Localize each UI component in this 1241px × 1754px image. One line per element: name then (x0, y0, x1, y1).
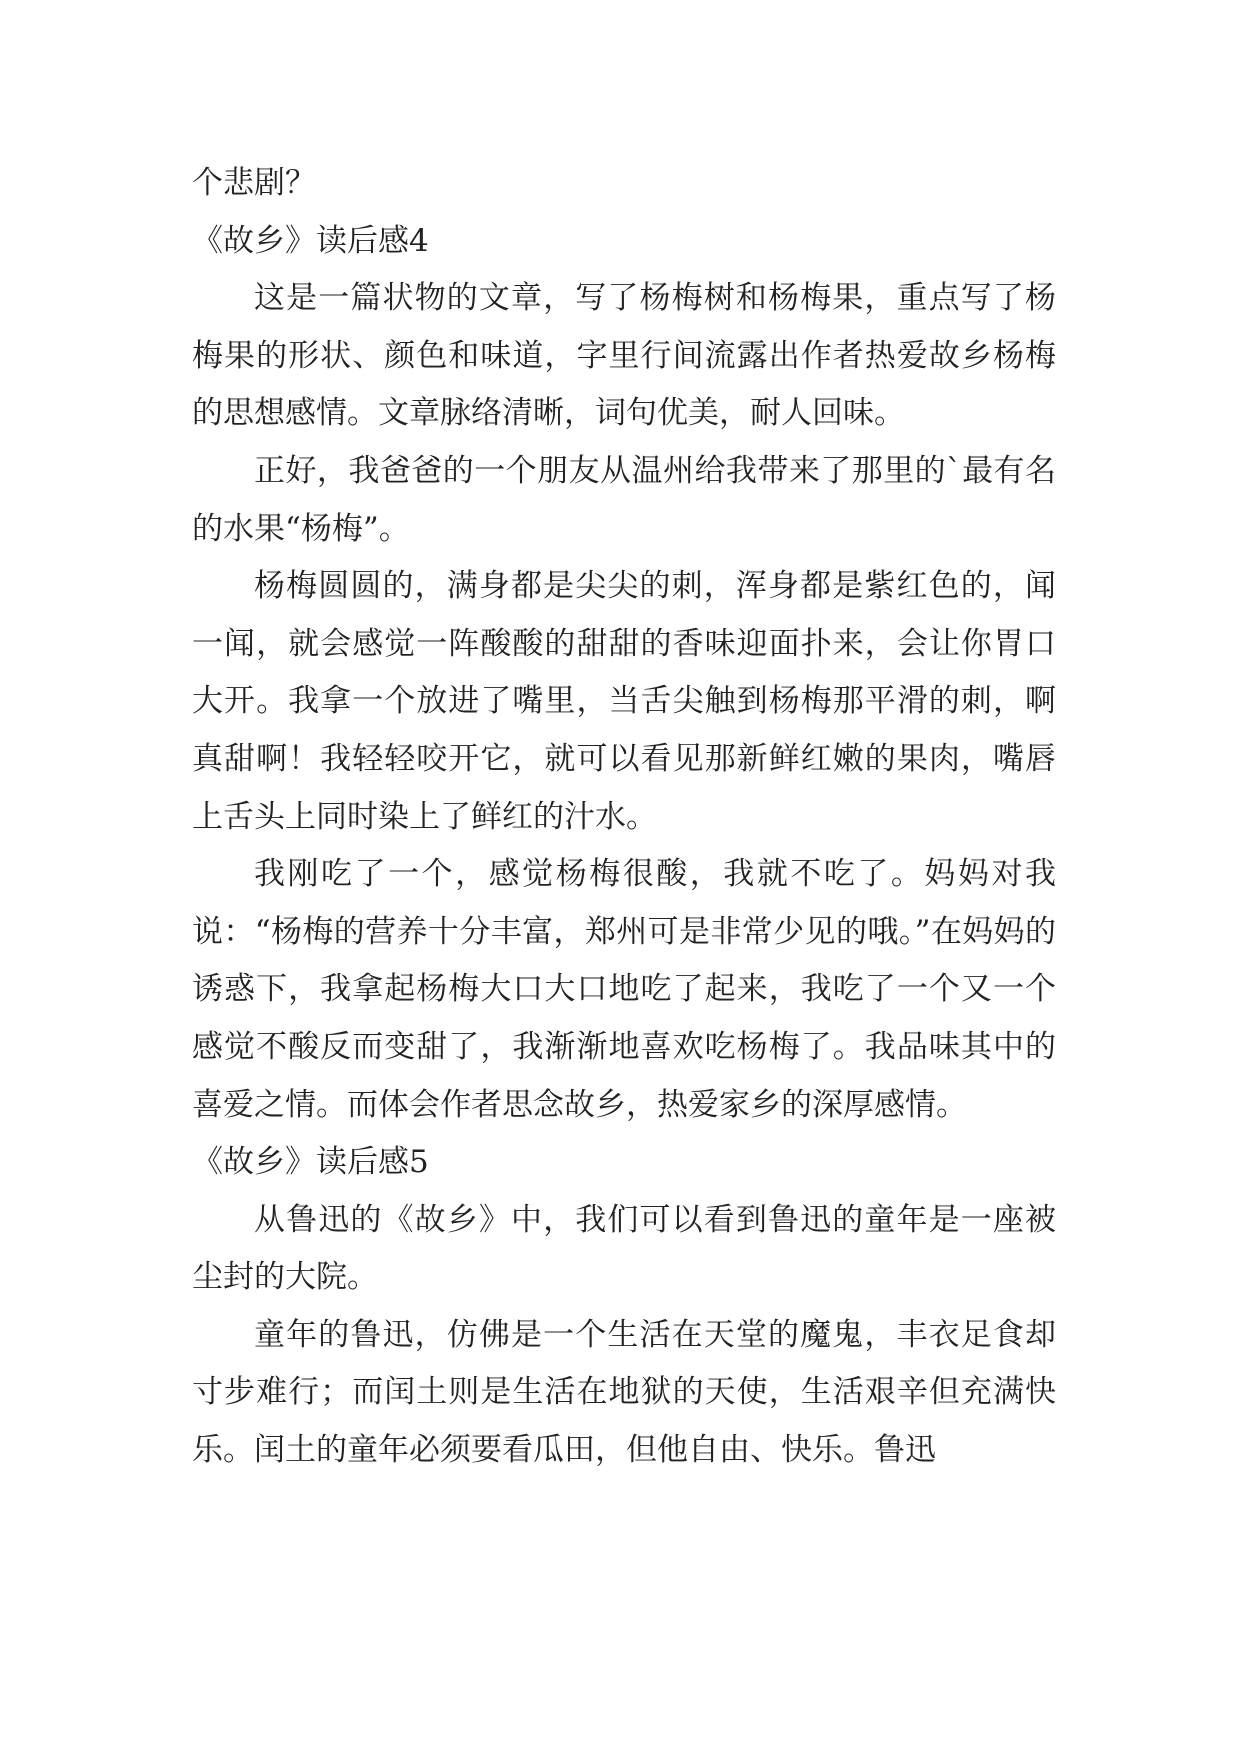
paragraph: 我刚吃了一个，感觉杨梅很酸，我就不吃了。妈妈对我说：“杨梅的营养十分丰富，郑州可是非常少见的哦。”在妈妈的诱惑下，我拿起杨梅大口大口地吃了起来，我吃了一个又一个感觉不酸反而变甜了，我渐渐地喜欢吃杨梅了。我品味其中的喜爱之情。而体会作者思念故乡，热爱家乡的深厚感情。 (192, 856, 1056, 1123)
document-body (192, 155, 1056, 1480)
paragraph: 童年的鲁迅，仿佛是一个生活在天堂的魔鬼，丰衣足食却寸步难行；而闰土则是生活在地狱的天使，生活艰辛但充满快乐。闰土的童年必须要看瓜田，但他自由、快乐。鲁迅 (192, 1316, 1056, 1469)
paragraph: 从鲁迅的《故乡》中，我们可以看到鲁迅的童年是一座被尘封的大院。 (192, 1201, 1056, 1296)
paragraph: 正好，我爸爸的一个朋友从温州给我带来了那里的`最有名的水果“杨梅”。 (192, 452, 1056, 547)
section-heading-4: 《故乡》读后感4 (192, 222, 429, 259)
paragraph-continuation: 个悲剧？ (192, 165, 316, 201)
paragraph: 杨梅圆圆的，满身都是尖尖的刺，浑身都是紫红色的，闻一闻，就会感觉一阵酸酸的甜甜的香味迎面扑来，会让你胃口大开。我拿一个放进了嘴里，当舌尖触到杨梅那平滑的刺，啊真甜啊！我轻轻咬开它，就可以看见那新鲜红嫩的果肉，嘴唇上舌头上同时染上了鲜红的汁水。 (192, 568, 1056, 835)
paragraph: 这是一篇状物的文章，写了杨梅树和杨梅果，重点写了杨梅果的形状、颜色和味道，字里行间流露出作者热爱故乡杨梅的思想感情。文章脉络清晰，词句优美，耐人回味。 (192, 280, 1056, 432)
section-heading-5: 《故乡》读后感5 (192, 1144, 429, 1181)
